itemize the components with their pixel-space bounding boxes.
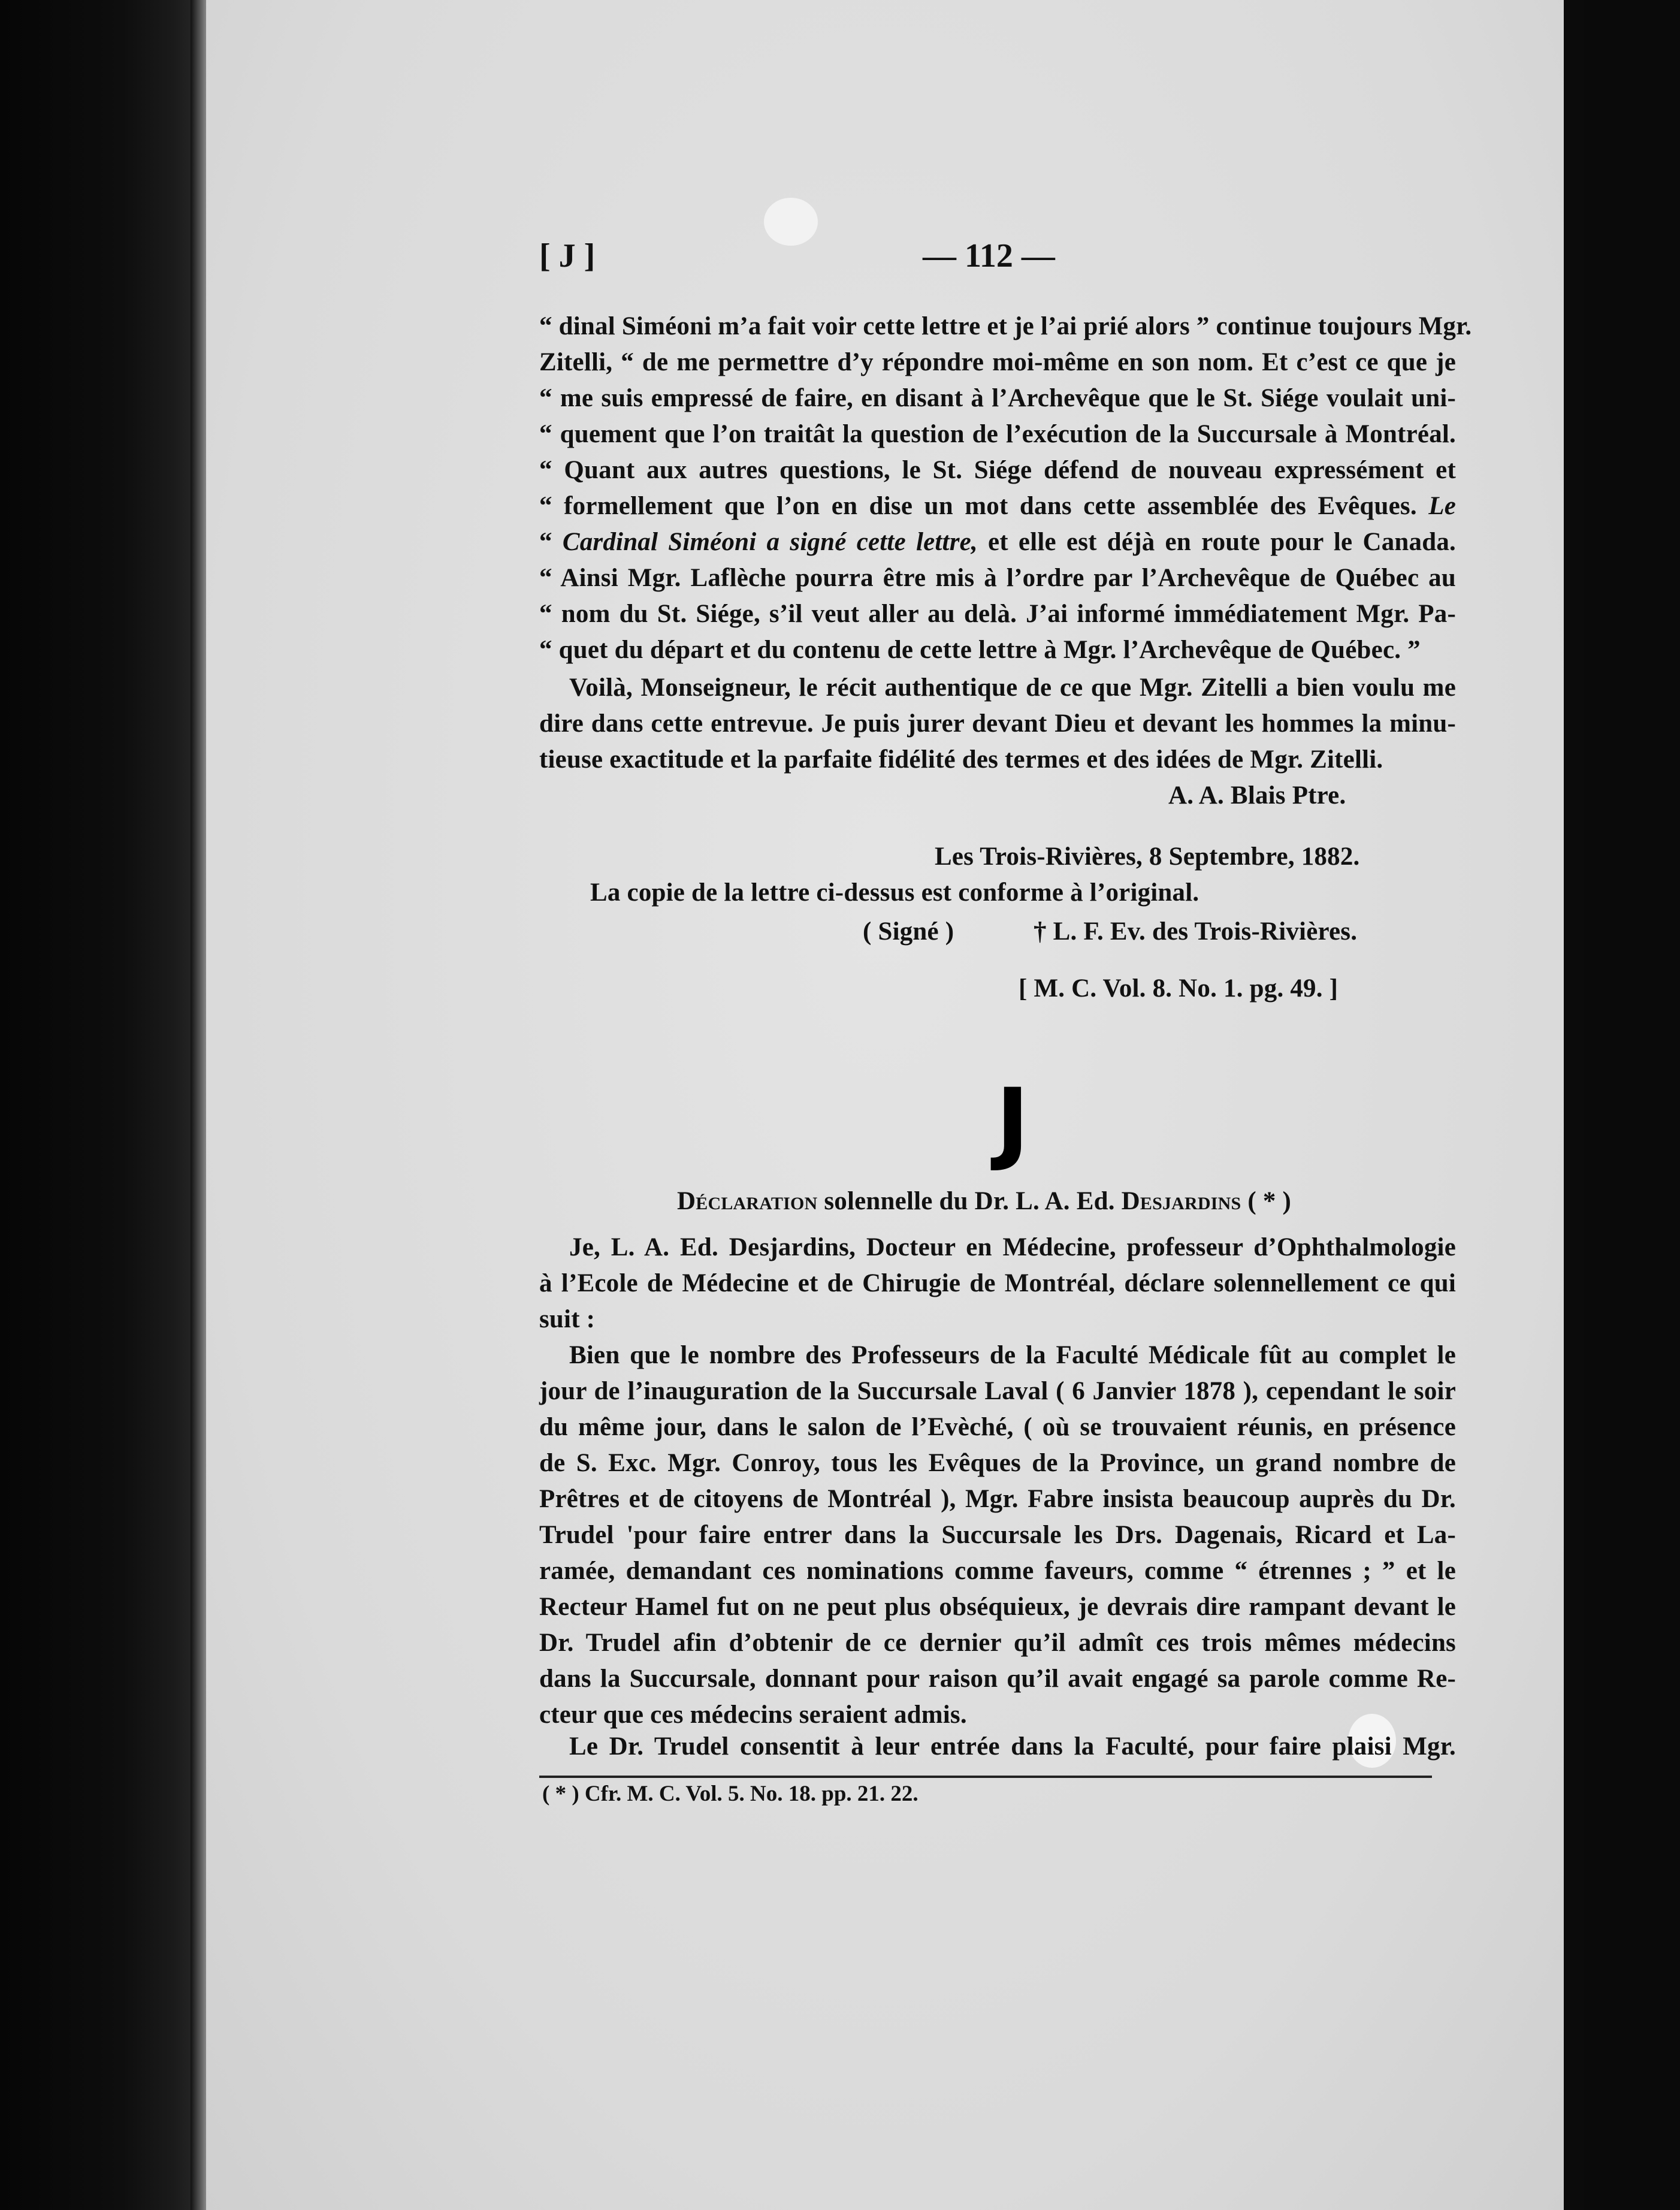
reference-citation: [ M. C. Vol. 8. No. 1. pg. 49. ] (1019, 974, 1338, 1003)
place-date: Les Trois-Rivières, 8 Septembre, 1882. (935, 843, 1360, 871)
paragraph-line: Bien que le nombre des Professeurs de la Faculté Médicale fût au complet le (569, 1341, 1456, 1369)
attestation-line: dire dans cette entrevue. Je puis jurer devant Dieu et devant les hommes la minu- (539, 710, 1456, 738)
copy-note: La copie de la lettre ci-dessus est conforme à l’original. (590, 878, 1199, 907)
paragraph-line: Dr. Trudel afin d’obtenir de ce dernier qu’il admît ces trois mêmes médecins (539, 1629, 1456, 1657)
signed-by: † L. F. Ev. des Trois-Rivières. (1034, 917, 1358, 946)
attestation-line: tieuse exactitude et la parfaite fidélité des termes et des idées de Mgr. Zitelli. (539, 745, 1383, 774)
paragraph-line: jour de l’inauguration de la Succursale Laval ( 6 Janvier 1878 ), cependant le soir (539, 1377, 1456, 1405)
quote-line: Zitelli, “ de me permettre d’y répondre moi-même en son nom. Et c’est ce que je (539, 348, 1456, 376)
attestation-line: Voilà, Monseigneur, le récit authentique de ce que Mgr. Zitelli a bien voulu me (569, 674, 1456, 702)
paragraph-line: Recteur Hamel fut on ne peut plus obséquieux, je devrais dire rampant devant le (539, 1593, 1456, 1621)
title-name: Desjardins (1121, 1187, 1241, 1215)
quote-line: “ Quant aux autres questions, le St. Siége défend de nouveau expressément et (539, 456, 1456, 484)
quote-line: “ formellement que l’on en dise un mot dans cette assemblée des Evêques. Le (539, 492, 1456, 520)
quote-line: “ Ainsi Mgr. Laflèche pourra être mis à l’ordre par l’Archevêque de Québec au (539, 564, 1456, 592)
paragraph-line: du même jour, dans le salon de l’Evèché, ( où se trouvaient réunis, en présence (539, 1413, 1456, 1441)
declaration-paragraph-2 (539, 1338, 1456, 1733)
declaration-paragraph-1 (539, 1230, 1456, 1338)
italic-phrase: Le (1428, 492, 1456, 520)
quote-line: “ Cardinal Siméoni a signé cette lettre, et elle est déjà en route pour le Canada. (539, 528, 1456, 556)
paragraph-line: dans la Succursale, donnant pour raison qu’il avait engagé sa parole comme Re- (539, 1665, 1456, 1693)
paragraph-line: Je, L. A. Ed. Desjardins, Docteur en Médecine, professeur d’Ophthalmologie (569, 1233, 1456, 1261)
quote-line: “ me suis empressé de faire, en disant à l’Archevêque que le St. Siége voulait uni- (539, 384, 1456, 412)
paragraph-line: suit : (539, 1305, 596, 1333)
paragraph-line: Le Dr. Trudel consentit à leur entrée dans la Faculté, pour faire plaisi Mgr. (569, 1732, 1456, 1761)
signature-blais: A. A. Blais Ptre. (1168, 781, 1346, 810)
quote-block (539, 309, 1472, 668)
page-number: — 112 — (923, 237, 1055, 274)
paragraph-line: à l’Ecole de Médecine et de Chirugie de Montréal, déclare solennellement ce qui (539, 1269, 1456, 1297)
section-letter: J (996, 1070, 1029, 1174)
title-mid: solennelle du Dr. L. A. Ed. (824, 1187, 1115, 1215)
paragraph-line: ramée, demandant ces nominations comme faveurs, comme “ étrennes ; ” et le (539, 1557, 1456, 1585)
paragraph-line: Prêtres et de citoyens de Montréal ), Mgr. Fabre insista beaucoup auprès du Dr. (539, 1485, 1456, 1513)
declaration-paragraph-3 (539, 1729, 1456, 1765)
page-binding-edge (191, 0, 206, 2210)
signed-label: ( Signé ) (863, 917, 954, 946)
section-mark: [ J ] (539, 237, 596, 274)
footnote: ( * ) Cfr. M. C. Vol. 5. No. 18. pp. 21. 22. (542, 1782, 918, 1806)
paragraph-line: Trudel 'pour faire entrer dans la Succursale les Drs. Dagenais, Ricard et La- (539, 1521, 1456, 1549)
footnote-rule (539, 1776, 1432, 1778)
title-note: ( * ) (1247, 1187, 1291, 1215)
attestation-paragraph (539, 670, 1456, 778)
paragraph-line: cteur que ces médecins seraient admis. (539, 1701, 967, 1729)
scan-speck (764, 198, 818, 246)
italic-phrase: Cardinal Siméoni a signé cette lettre, (562, 528, 978, 556)
quote-line: “ nom du St. Siége, s’il veut aller au delà. J’ai informé immédiatement Mgr. Pa- (539, 600, 1456, 628)
scan-left-border (0, 0, 204, 2210)
paragraph-line: de S. Exc. Mgr. Conroy, tous les Evêques de la Province, un grand nombre de (539, 1449, 1456, 1477)
scan-right-border (1584, 0, 1680, 2210)
quote-line: “ dinal Siméoni m’a fait voir cette lettre et je l’ai prié alors ” continue toujours Mgr. (539, 312, 1472, 340)
quote-line: “ quet du départ et du contenu de cette lettre à Mgr. l’Archevêque de Québec. ” (539, 636, 1421, 664)
quote-line: “ quement que l’on traitât la question de l’exécution de la Succursale à Montréal. (539, 420, 1456, 448)
declaration-title (677, 1184, 1291, 1219)
title-lead: Déclaration (677, 1187, 818, 1215)
